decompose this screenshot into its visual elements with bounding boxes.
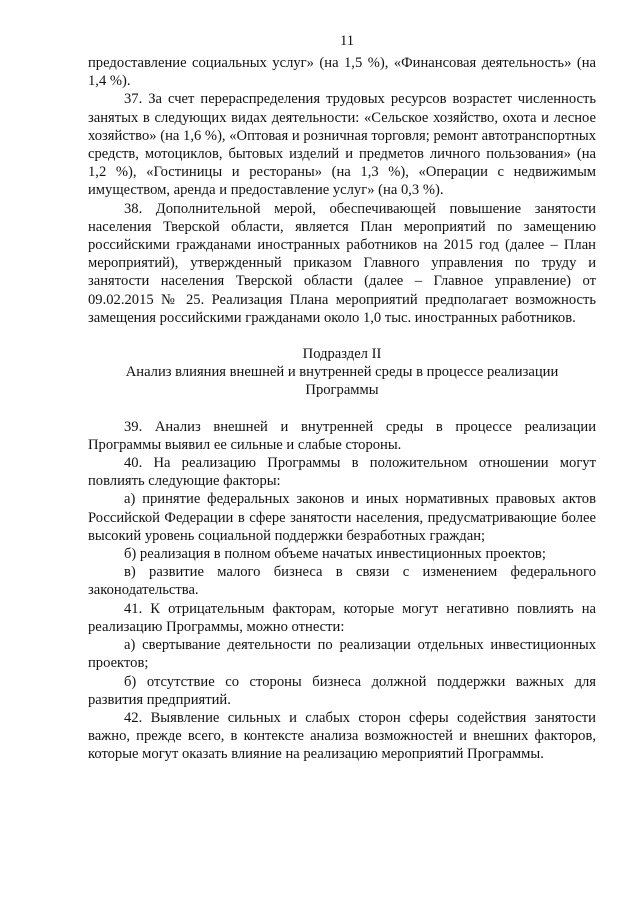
paragraph-continuation: предоставление социальных услуг» (на 1,5 %), «Финансовая деятельность» (на 1,4 %). [88, 55, 596, 90]
paragraph-41-a: а) свертывание деятельности по реализации отдельных инвестиционных проектов; [88, 637, 596, 672]
paragraph-42: 42. Выявление сильных и слабых сторон сферы содействия занятости важно, прежде всего, в контексте анализа возможностей и внешних факторов, которые могут оказать влияние на реализацию мероприятий Программы. [88, 709, 596, 763]
section-title-line2: Программы [305, 382, 379, 399]
section-title-line1: Анализ влияния внешней и внутренней среды в процессе реализации [125, 364, 559, 381]
paragraph-39: 39. Анализ внешней и внутренней среды в процессе реализации Программы выявил ее сильные и слабые стороны. [88, 418, 596, 453]
paragraph-40-a: а) принятие федеральных законов и иных нормативных правовых актов Российской Федерации в сфере занятости населения, предусматривающие более высокий уровень социальной поддержки безработных граждан; [88, 491, 596, 544]
section-label: Подраздел II [302, 346, 382, 363]
paragraph-38: 38. Дополнительной мерой, обеспечивающей повышение занятости населения Тверской области, является План мероприятий по замещению российскими гражданами иностранных работников на 2015 год (далее – План мероприятий), утвержденный приказом Главного управления по труду и занятости населения Тверской области (далее – Главное управление) от 09.02.2015 № 25. Реализация Плана мероприятий предполагает возможность замещения российскими гражданами около 1,0 тыс. иностранных работников. [88, 200, 596, 326]
paragraph-41: 41. К отрицательным факторам, которые могут негативно повлиять на реализацию Программы, можно отнести: [88, 600, 596, 635]
page-number: 11 [339, 33, 355, 49]
paragraph-40-b: б) реализация в полном объеме начатых инвестиционных проектов; [124, 546, 546, 563]
section-heading [88, 345, 596, 400]
paragraph-40: 40. На реализацию Программы в положительном отношении могут повлиять следующие факторы: [88, 455, 596, 490]
paragraph-40-c: в) развитие малого бизнеса в связи с изменением федерального законодательства. [88, 564, 596, 599]
paragraph-41-b: б) отсутствие со стороны бизнеса должной поддержки важных для развития предприятий. [88, 673, 596, 708]
paragraph-37: 37. За счет перераспределения трудовых ресурсов возрастет численность занятых в следующих видах деятельности: «Сельское хозяйство, охота и лесное хозяйство» (на 1,6 %), «Оптовая и розничная торговля; ремонт автотранспортных средств, мотоциклов, бытовых изделий и предметов личного пользования» (на 1,2 %), «Гостиницы и рестораны» (на 1,3 %), «Операции с недвижимым имуществом, аренда и предоставление услуг» (на 0,3 %). [88, 91, 596, 199]
